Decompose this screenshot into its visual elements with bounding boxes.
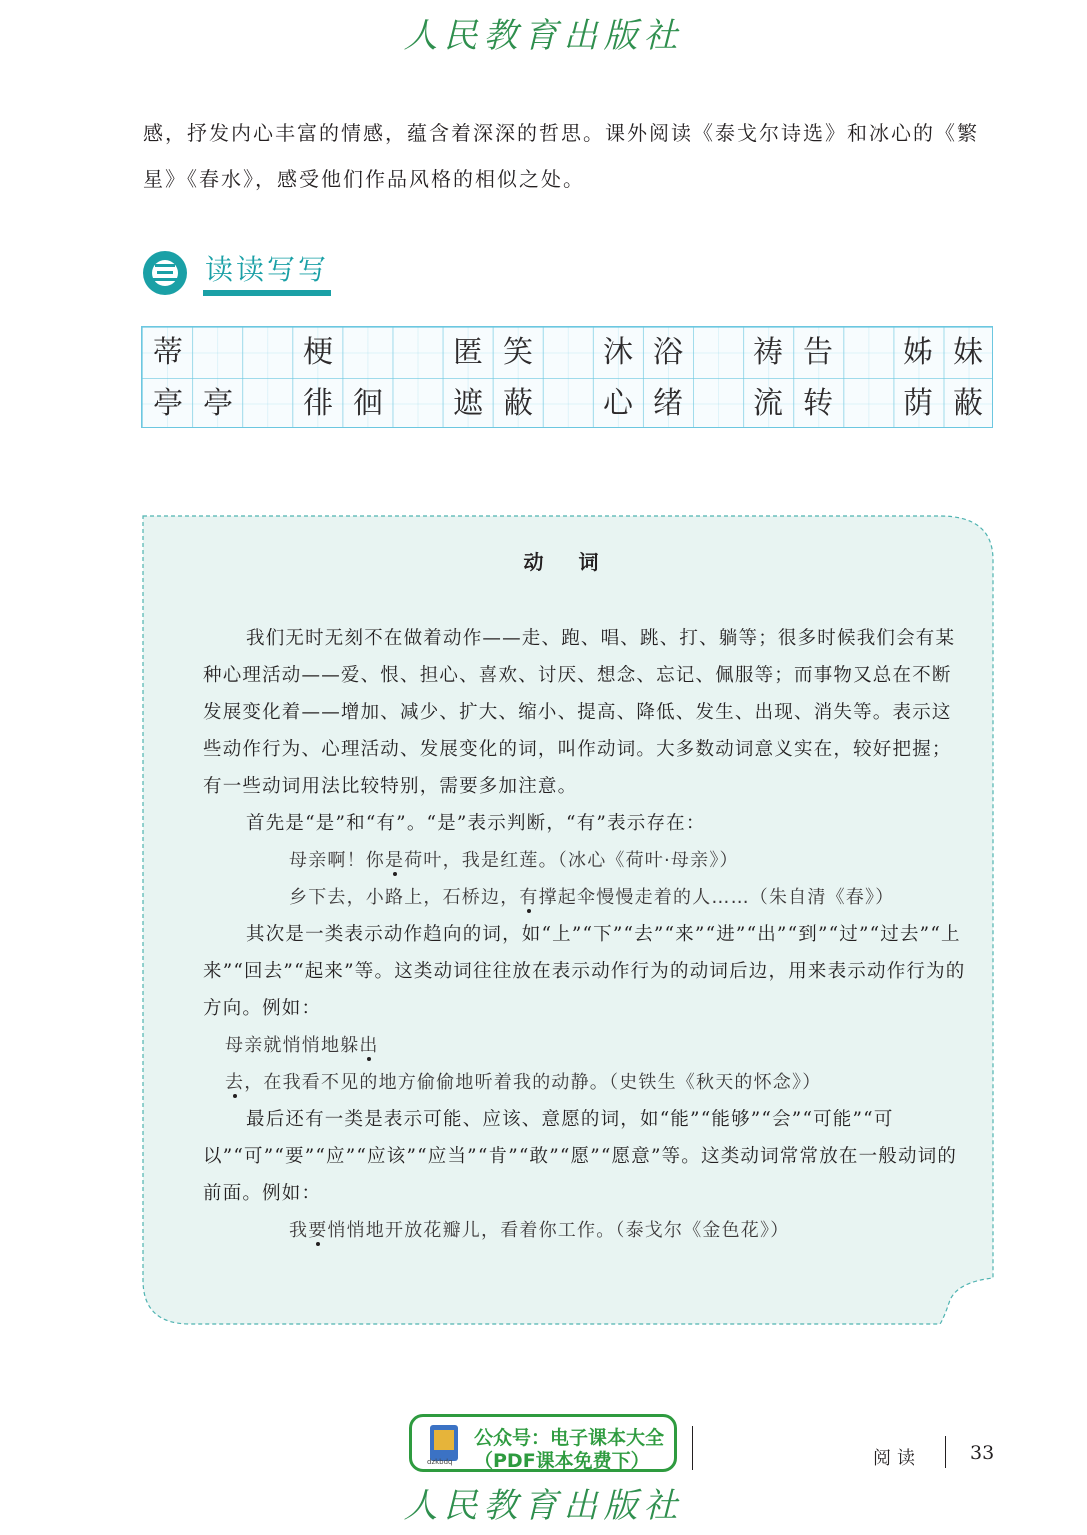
grid-cell: 沐: [603, 335, 633, 370]
publisher-header: 人民教育出版社: [403, 16, 684, 56]
verb-paragraph-3: 其次是一类表示动作趋向的词，如“上”“下”“去”“来”“进”“出”“到”“过”“过去”“上来”“回去”“起来”等。这类动词往往放在表示动作行为的动词后边，用来表示动作行为的方向。例如：: [203, 924, 966, 1019]
intro-paragraph: 感，抒发内心丰富的情感，蕴含着深深的哲思。课外阅读《泰戈尔诗选》和冰心的《繁星》《春水》，感受他们作品风格的相似之处。: [143, 121, 979, 191]
example-quote-3: 母亲就悄悄地躲出去，在我看不见的地方偷偷地听着我的动静。（史铁生《秋天的怀念》）: [225, 1035, 822, 1093]
footer-section-label: 阅读: [873, 1448, 921, 1469]
grid-cell: 徘: [303, 386, 333, 421]
badge-icon-caption: dzkbdq: [427, 1458, 453, 1466]
section-title: 读读写写: [205, 253, 330, 286]
page-number-divider: [945, 1436, 946, 1468]
example-quote-4: 我要悄悄地开放花瓣儿，看着你工作。（泰戈尔《金色花》）: [289, 1220, 790, 1241]
footer-divider: [692, 1426, 693, 1470]
grid-cell: 荫: [903, 386, 933, 421]
grid-cell: 蒂: [153, 335, 183, 370]
grid-cell: 绪: [653, 386, 683, 421]
grid-cell: 妹: [953, 335, 983, 370]
book-icon: [430, 1425, 458, 1461]
grid-cell: 流: [753, 386, 783, 421]
publisher-footer: 人民教育出版社: [403, 1486, 684, 1526]
grid-cell: 心: [603, 386, 633, 421]
page-number: 33: [970, 1442, 995, 1464]
verb-paragraph-1: 我们无时无刻不在做着动作——走、跑、唱、跳、打、躺等；很多时候我们会有某种心理活动——爱、恨、担心、喜欢、讨厌、想念、忘记、佩服等；而事物又总在不断发展变化着——增加、减少、扩大、缩小、提高、降低、发生、出现、消失等。表示这些动作行为、心理活动、发展变化的词，叫作动词。大多数动词意义实在，较好把握；有一些动词用法比较特别，需要多加注意。: [203, 628, 956, 797]
grid-cell: 亭: [203, 386, 233, 421]
knowledge-box-body: [203, 620, 968, 1249]
wechat-badge: [409, 1414, 677, 1472]
grid-cell: 告: [803, 335, 833, 370]
grid-cell: 蔽: [503, 386, 533, 421]
grid-cell: 浴: [653, 335, 683, 370]
grid-cell: 笑: [503, 335, 533, 370]
grid-cell: 祷: [753, 335, 783, 370]
grid-cell: 蔽: [953, 386, 983, 421]
badge-line-1: 公众号：电子课本大全: [474, 1427, 665, 1449]
example-quote-1: 母亲啊！你是荷叶，我是红莲。（冰心《荷叶·母亲》）: [289, 850, 739, 871]
grid-cell: 遮: [453, 386, 483, 421]
verb-paragraph-2: 首先是“是”和“有”。“是”表示判断，“有”表示存在：: [246, 813, 706, 834]
grid-cell: 转: [803, 386, 833, 421]
grid-cell: 亭: [153, 386, 183, 421]
grid-cell: 姊: [903, 335, 933, 370]
grid-cell: 匿: [453, 335, 483, 370]
verb-paragraph-4: 最后还有一类是表示可能、应该、意愿的词，如“能”“能够”“会”“可能”“可以”“可”“要”“应”“应该”“应当”“肯”“敢”“愿”“愿意”等。这类动词常常放在一般动词的前面。例如：: [203, 1109, 958, 1204]
grid-cell: 徊: [353, 386, 383, 421]
badge-line-2: （PDF课本免费下）: [474, 1450, 650, 1472]
example-quote-2: 乡下去，小路上，石桥边，有撑起伞慢慢走着的人……（朱自清《春》）: [289, 887, 895, 908]
grid-cell: 梗: [303, 335, 333, 370]
knowledge-box-title: 动 词: [523, 550, 613, 574]
